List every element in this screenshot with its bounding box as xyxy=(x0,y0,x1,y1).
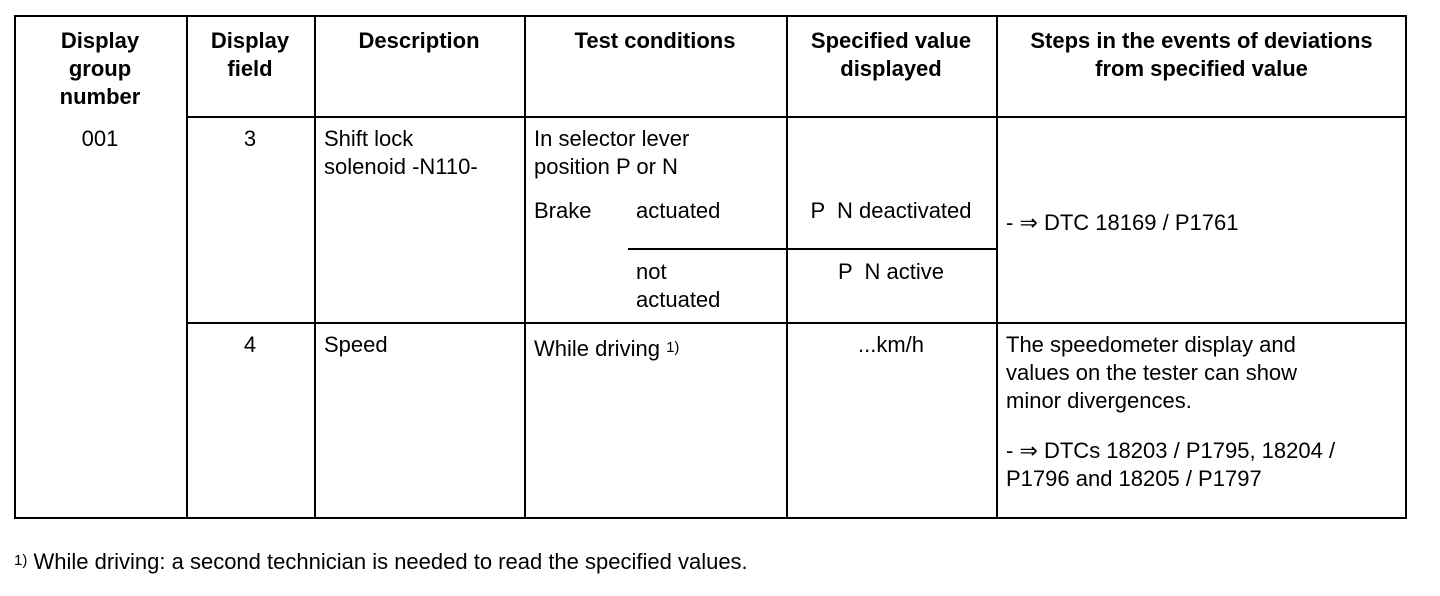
field-cell: 4 xyxy=(243,332,257,357)
brake-sub-divider xyxy=(628,248,996,250)
description-cell: Speed xyxy=(324,332,388,357)
brake-actuated-label: actuated xyxy=(636,198,721,223)
footnote-ref: 1) xyxy=(666,339,680,356)
specified-value-speed: ...km/h xyxy=(857,332,924,357)
header-display-field: Display field xyxy=(210,28,290,81)
column-divider xyxy=(314,15,316,519)
header-steps: Steps in the events of deviations from specified value xyxy=(1030,28,1373,81)
footnote xyxy=(14,548,748,579)
test-condition-cell: While driving $^{1)}$ xyxy=(534,336,680,361)
footnote-text: While driving: a second technician is needed to read the specified values. xyxy=(27,549,748,574)
header-display-group-number: Display group number xyxy=(59,28,141,109)
specified-value-active: P N active xyxy=(838,259,944,284)
column-divider xyxy=(996,15,998,519)
description-cell: Shift lock solenoid -N110- xyxy=(324,126,478,179)
table-border-bottom xyxy=(14,517,1407,519)
brake-not-actuated-label: not actuated xyxy=(636,259,721,312)
test-condition-cell: In selector lever position P or N xyxy=(534,126,690,179)
group-number-cell: 001 xyxy=(81,126,119,151)
table-border-right xyxy=(1405,15,1407,519)
table-border-top xyxy=(14,15,1407,17)
header-specified-value: Specified value displayed xyxy=(810,28,972,81)
specified-value-deactivated: P N deactivated xyxy=(810,198,972,223)
footnote-marker: 1) xyxy=(14,552,28,569)
field-cell: 3 xyxy=(243,126,257,151)
header-description: Description xyxy=(358,28,480,53)
steps-cell-dtc: - ⇒ DTC 18169 / P1761 xyxy=(1006,210,1239,235)
column-divider xyxy=(524,15,526,519)
brake-label: Brake xyxy=(534,198,592,223)
row-divider xyxy=(186,322,1407,324)
header-divider xyxy=(186,116,1407,118)
column-divider xyxy=(186,15,188,519)
steps-cell-speed: The speedometer display and values on the tester can show minor divergences. - ⇒ DTCs 18203 / P1795, 18204 / P1796 and 18205 / P1797 xyxy=(1006,332,1336,491)
header-test-conditions: Test conditions xyxy=(574,28,736,53)
diagnostic-table xyxy=(14,15,1407,519)
